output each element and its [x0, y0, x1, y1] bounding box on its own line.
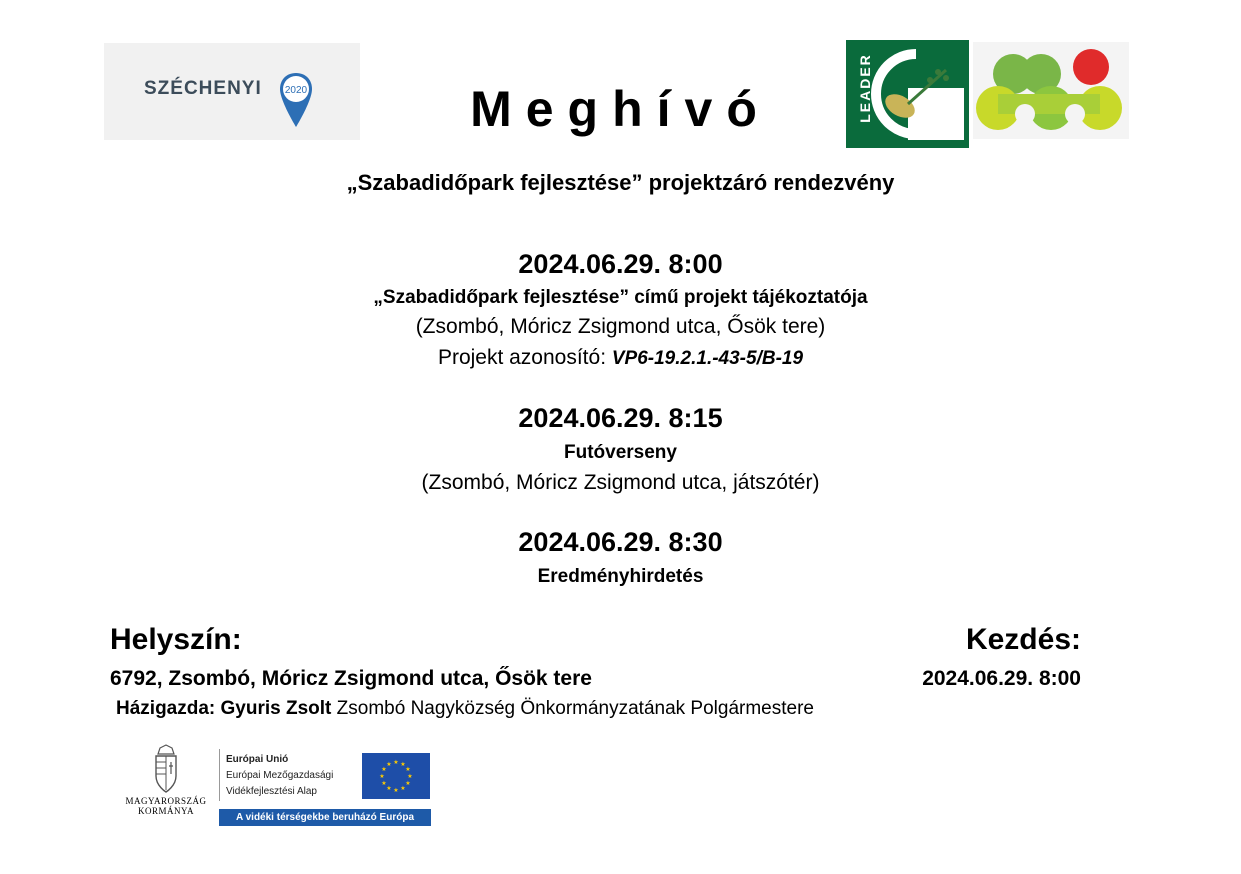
leader-logo-word: LEADER: [856, 53, 873, 123]
project-id-label: Projekt azonosító:: [437, 346, 607, 369]
host-title: Zsombó Nagyközség Önkormányzatának Polgármestere: [336, 698, 814, 719]
footer-divider: [219, 749, 220, 801]
venue-label: Helyszín:: [110, 623, 242, 656]
event-1-datetime: 2024.06.29. 8:00: [518, 249, 723, 279]
coat-of-arms-icon: [152, 744, 180, 796]
leader-emblem-icon: [868, 48, 964, 140]
event-2-location: (Zsombó, Móricz Zsigmond utca, játszótér): [421, 471, 820, 494]
venue-address: 6792, Zsombó, Móricz Zsigmond utca, Ősök tere: [110, 667, 592, 690]
eu-flag-icon: [362, 753, 430, 799]
partner-logo: [973, 42, 1129, 139]
start-label: Kezdés:: [965, 623, 1081, 656]
gov-line2: KORMÁNYA: [137, 806, 194, 816]
eu-line3: Vidékfejlesztési Alap: [226, 786, 317, 797]
svg-text:★: ★: [405, 766, 411, 773]
host-line: [116, 698, 814, 720]
event-subtitle: „Szabadidőpark fejlesztése” projektzáró rendezvény: [346, 170, 895, 195]
gov-line1: MAGYARORSZÁG: [125, 796, 207, 806]
event-3-datetime: 2024.06.29. 8:30: [518, 527, 723, 557]
project-id: VP6-19.2.1.-43-5/B-19: [611, 348, 804, 369]
svg-text:★: ★: [381, 766, 387, 773]
event-2-name: Futóverseny: [564, 442, 677, 463]
leader-logo: [846, 40, 969, 148]
event-1-project-id-line: [0, 346, 1241, 370]
event-1-location: (Zsombó, Móricz Zsigmond utca, Ősök tere): [415, 315, 826, 338]
event-3-name: Eredményhirdetés: [537, 566, 704, 587]
svg-text:★: ★: [400, 785, 406, 792]
eu-line2: Európai Mezőgazdasági: [226, 770, 334, 781]
szechenyi-year: 2020: [284, 85, 308, 96]
svg-text:★: ★: [405, 780, 411, 787]
szechenyi-logo-word: SZÉCHENYI: [144, 78, 262, 99]
svg-text:★: ★: [379, 773, 385, 780]
eu-fund-text: [226, 752, 333, 800]
partner-logo-icon: [973, 42, 1129, 139]
host-label: Házigazda: Gyuris Zsolt: [116, 698, 332, 719]
eu-line1: Európai Unió: [226, 754, 289, 765]
page-title: Meghívó: [470, 81, 771, 137]
event-1-name: „Szabadidőpark fejlesztése” című projekt tájékoztatója: [373, 287, 868, 308]
eu-banner: A vidéki térségekbe beruházó Európa: [219, 809, 431, 826]
svg-text:★: ★: [393, 759, 399, 766]
event-2-datetime: 2024.06.29. 8:15: [518, 403, 723, 433]
svg-text:★: ★: [407, 773, 413, 780]
start-value: 2024.06.29. 8:00: [922, 667, 1081, 690]
svg-text:★: ★: [381, 780, 387, 787]
svg-text:★: ★: [386, 785, 392, 792]
svg-text:★: ★: [386, 761, 392, 768]
hungarian-government-logo: [123, 744, 209, 826]
svg-text:★: ★: [400, 761, 406, 768]
svg-text:★: ★: [393, 787, 399, 794]
